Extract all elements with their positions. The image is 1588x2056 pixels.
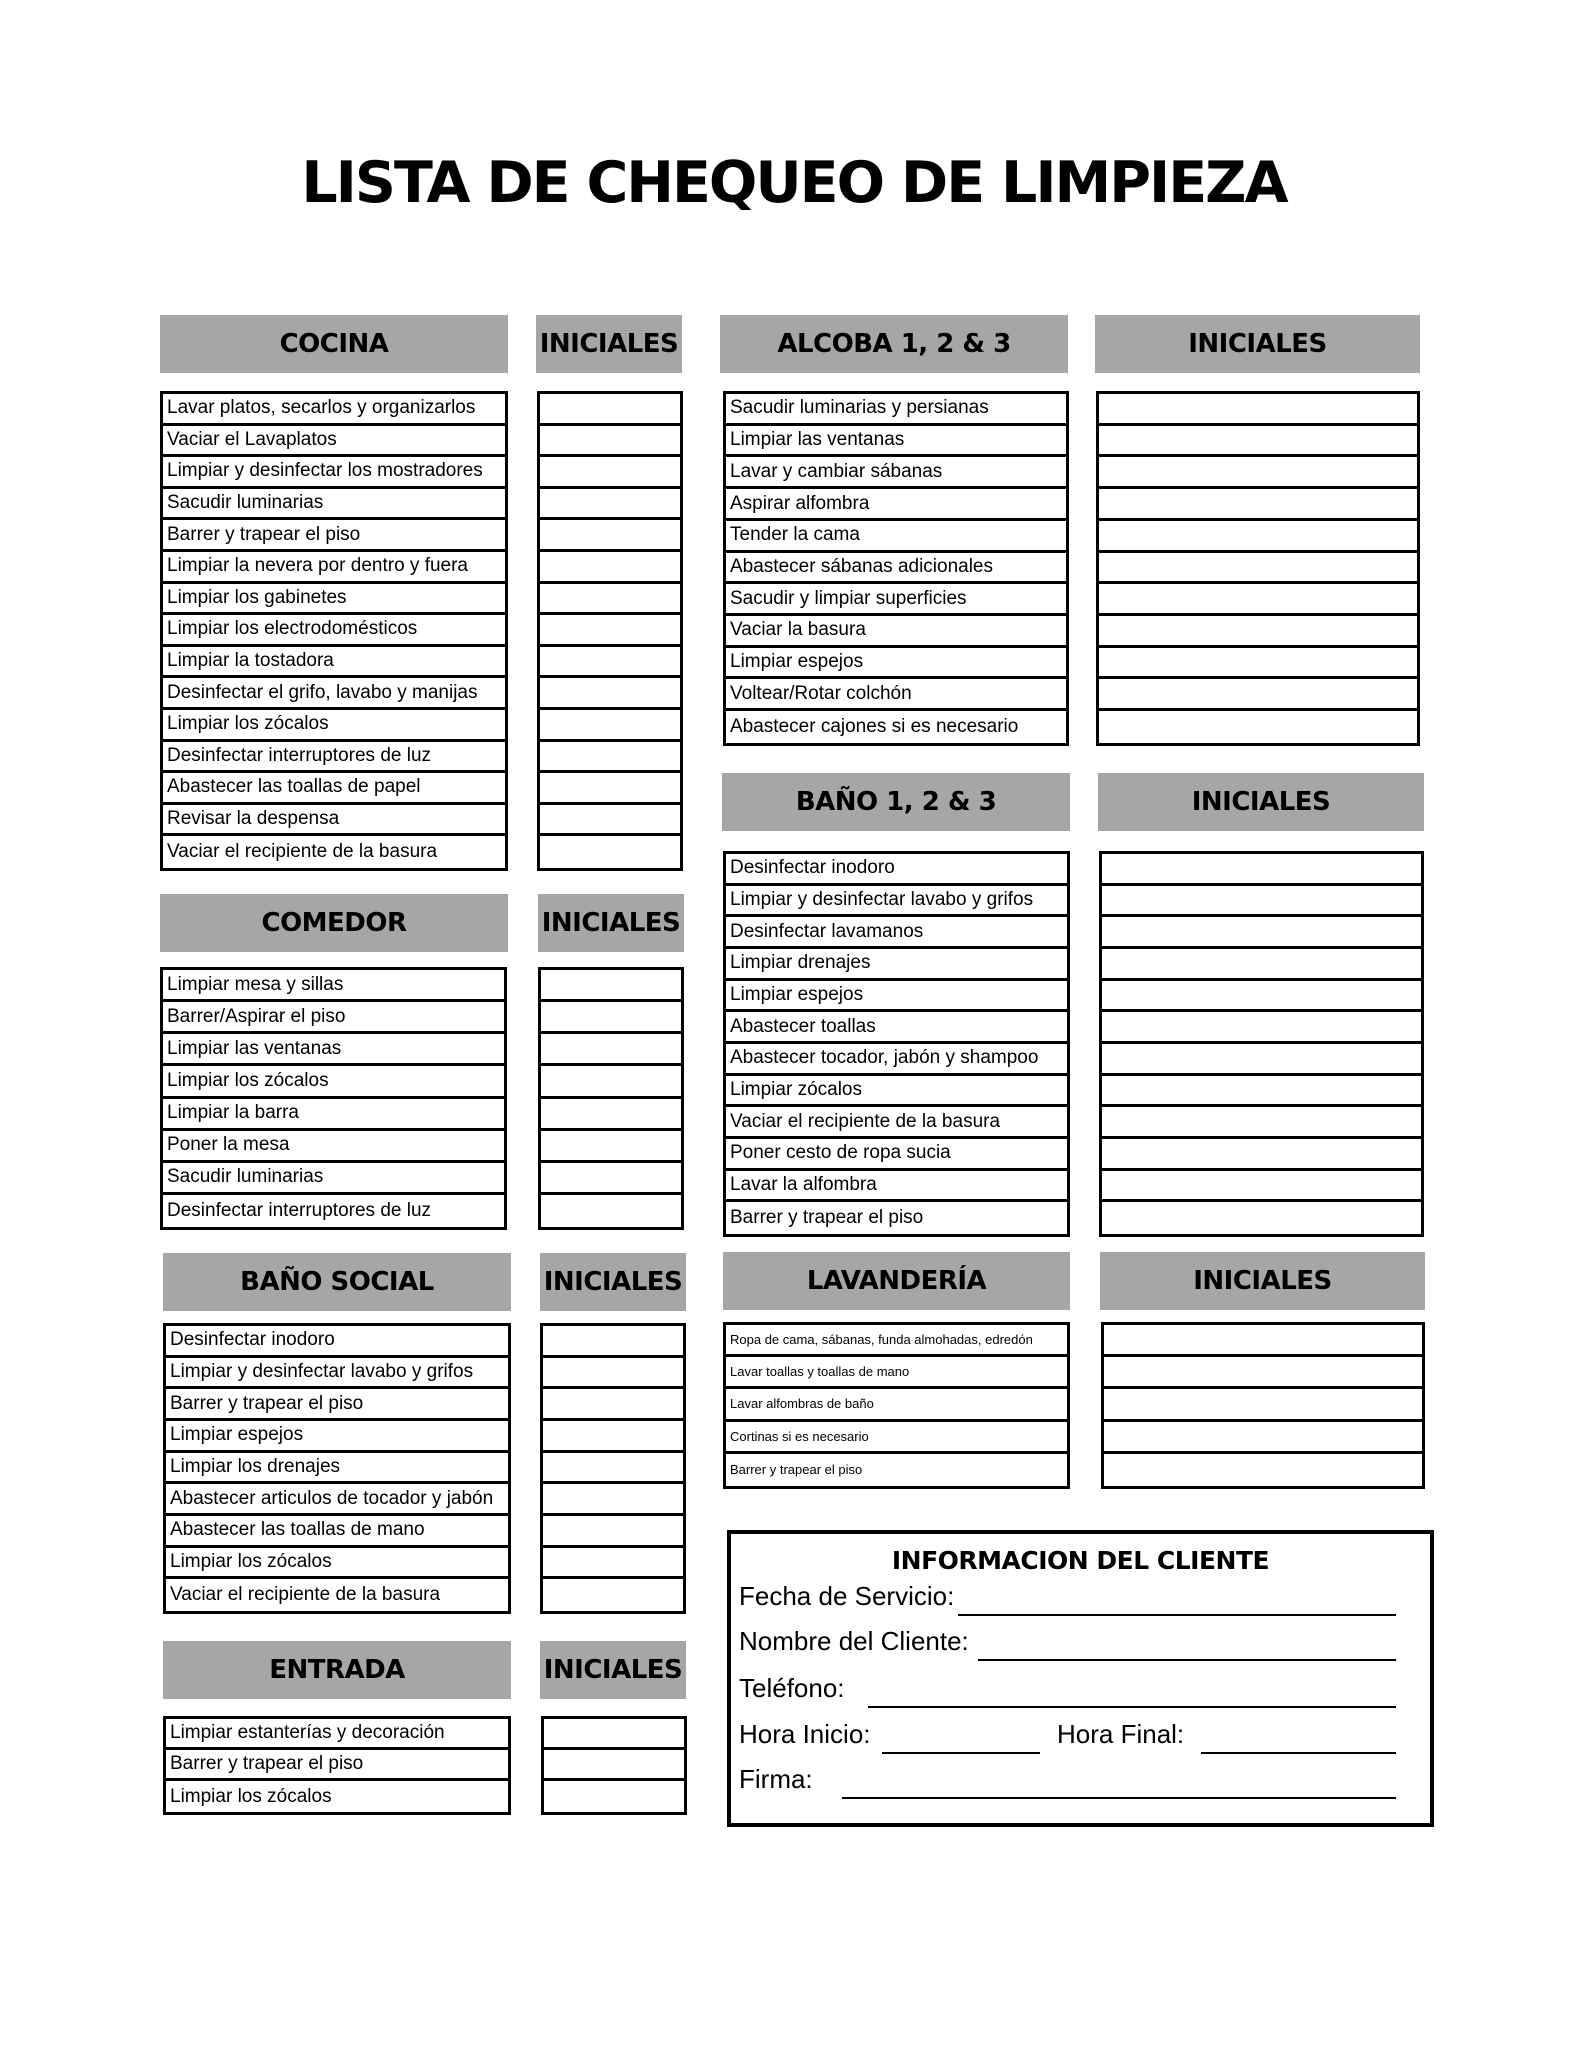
section-header-bano: BAÑO 1, 2 & 3 — [722, 773, 1070, 831]
initials-box[interactable] — [1104, 1389, 1422, 1421]
initials-box[interactable] — [540, 584, 680, 616]
section-header-comedor: COMEDOR — [160, 894, 508, 952]
hora-final-label: Hora Final: — [1057, 1719, 1185, 1749]
checklist-item: Limpiar espejos — [726, 981, 1067, 1013]
checklist-item: Poner la mesa — [163, 1131, 504, 1163]
checklist-item: Desinfectar inodoro — [726, 854, 1067, 886]
initials-box[interactable] — [1102, 1139, 1421, 1171]
checklist-item: Limpiar espejos — [726, 648, 1066, 680]
initials-header-bano: INICIALES — [1098, 773, 1424, 831]
checklist-item: Limpiar las ventanas — [163, 1034, 504, 1066]
initials-box[interactable] — [1102, 981, 1421, 1013]
initials-box[interactable] — [1104, 1357, 1422, 1389]
checklist-item: Abastecer toallas — [726, 1012, 1067, 1044]
initials-box[interactable] — [1099, 584, 1417, 616]
initials-column-bano-social — [540, 1323, 686, 1614]
initials-box[interactable] — [540, 710, 680, 742]
initials-box[interactable] — [1104, 1422, 1422, 1454]
initials-header-alcoba: INICIALES — [1095, 315, 1420, 373]
checklist-item: Vaciar el recipiente de la basura — [726, 1107, 1067, 1139]
checklist-alcoba — [723, 391, 1069, 746]
initials-box[interactable] — [1099, 457, 1417, 489]
checklist-item: Limpiar los drenajes — [166, 1453, 508, 1485]
initials-box[interactable] — [1099, 616, 1417, 648]
checklist-item: Desinfectar el grifo, lavabo y manijas — [163, 678, 505, 710]
initials-box[interactable] — [544, 1750, 684, 1781]
initials-box[interactable] — [540, 615, 680, 647]
nombre-field[interactable] — [978, 1659, 1396, 1661]
checklist-item: Limpiar estanterías y decoración — [166, 1719, 508, 1750]
initials-column-cocina — [537, 391, 683, 871]
checklist-item: Vaciar el recipiente de la basura — [167, 841, 438, 863]
checklist-item: Desinfectar lavamanos — [726, 917, 1067, 949]
initials-box[interactable] — [540, 489, 680, 521]
checklist-cocina — [160, 391, 508, 871]
checklist-item: Limpiar los zócalos — [163, 710, 505, 742]
checklist-item: Abastecer las toallas de mano — [166, 1516, 508, 1548]
hora-final-field[interactable] — [1201, 1752, 1396, 1754]
checklist-comedor — [160, 967, 507, 1230]
initials-column-comedor — [538, 967, 684, 1230]
initials-box[interactable] — [1099, 394, 1417, 426]
initials-header-entrada: INICIALES — [540, 1641, 686, 1699]
initials-box[interactable] — [543, 1453, 683, 1485]
initials-box[interactable] — [1102, 1171, 1421, 1203]
initials-box[interactable] — [540, 426, 680, 458]
initials-column-entrada — [541, 1716, 687, 1815]
checklist-item: Lavar la alfombra — [726, 1171, 1067, 1203]
checklist-item: Limpiar y desinfectar los mostradores — [163, 457, 505, 489]
initials-box[interactable] — [541, 1163, 681, 1195]
initials-box[interactable] — [543, 1421, 683, 1453]
nombre-label: Nombre del Cliente: — [739, 1626, 969, 1656]
initials-box[interactable] — [1099, 489, 1417, 521]
checklist-item: Barrer y trapear el piso — [166, 1750, 508, 1781]
initials-box[interactable] — [1102, 1044, 1421, 1076]
checklist-item: Limpiar espejos — [166, 1421, 508, 1453]
checklist-item: Limpiar los gabinetes — [163, 584, 505, 616]
initials-box[interactable] — [1102, 1107, 1421, 1139]
initials-column-alcoba — [1096, 391, 1420, 746]
checklist-item: Abastecer las toallas de papel — [163, 773, 505, 805]
initials-box[interactable] — [543, 1326, 683, 1358]
checklist-item: Limpiar la barra — [163, 1099, 504, 1131]
checklist-item: Vaciar el Lavaplatos — [163, 426, 505, 458]
initials-box[interactable] — [1102, 1202, 1421, 1234]
checklist-item: Revisar la despensa — [163, 805, 505, 837]
fecha-label: Fecha de Servicio: — [739, 1581, 955, 1611]
checklist-item: Sacudir luminarias — [163, 1163, 504, 1195]
hora-inicio-label: Hora Inicio: — [739, 1719, 871, 1749]
checklist-item: Limpiar zócalos — [726, 1076, 1067, 1108]
initials-box[interactable] — [1102, 854, 1421, 886]
checklist-item: Aspirar alfombra — [726, 489, 1066, 521]
checklist-bano — [723, 851, 1070, 1237]
initials-box[interactable] — [540, 836, 680, 868]
checklist-item: Limpiar los zócalos — [166, 1548, 508, 1580]
initials-header-bano-social: INICIALES — [540, 1253, 686, 1311]
initials-box[interactable] — [540, 457, 680, 489]
checklist-bano-social — [163, 1323, 511, 1614]
initials-box[interactable] — [543, 1358, 683, 1390]
checklist-item: Limpiar la nevera por dentro y fuera — [163, 552, 505, 584]
checklist-item: Barrer y trapear el piso — [730, 1207, 924, 1229]
checklist-item: Barrer/Aspirar el piso — [163, 1002, 504, 1034]
checklist-item: Tender la cama — [726, 521, 1066, 553]
initials-box[interactable] — [541, 970, 681, 1002]
initials-header-lavanderia: INICIALES — [1100, 1252, 1425, 1310]
checklist-item: Limpiar la tostadora — [163, 647, 505, 679]
checklist-item: Lavar alfombras de baño — [726, 1389, 1067, 1421]
checklist-item: Desinfectar inodoro — [166, 1326, 508, 1358]
initials-box[interactable] — [541, 1034, 681, 1066]
checklist-item: Vaciar la basura — [726, 616, 1066, 648]
hora-inicio-field[interactable] — [882, 1752, 1040, 1754]
initials-box[interactable] — [543, 1548, 683, 1580]
initials-box[interactable] — [543, 1579, 683, 1611]
initials-box[interactable] — [544, 1781, 684, 1812]
initials-box[interactable] — [540, 773, 680, 805]
checklist-item: Lavar platos, secarlos y organizarlos — [163, 394, 505, 426]
checklist-item: Barrer y trapear el piso — [166, 1389, 508, 1421]
initials-box[interactable] — [543, 1516, 683, 1548]
initials-box[interactable] — [1099, 711, 1417, 743]
checklist-item: Limpiar drenajes — [726, 949, 1067, 981]
checklist-item: Barrer y trapear el piso — [163, 520, 505, 552]
initials-box[interactable] — [1102, 949, 1421, 981]
initials-box[interactable] — [540, 520, 680, 552]
initials-box[interactable] — [543, 1389, 683, 1421]
initials-box[interactable] — [540, 805, 680, 837]
initials-box[interactable] — [540, 647, 680, 679]
checklist-item: Desinfectar interruptores de luz — [163, 742, 505, 774]
initials-box[interactable] — [544, 1719, 684, 1750]
checklist-item: Cortinas si es necesario — [726, 1422, 1067, 1454]
section-header-cocina: COCINA — [160, 315, 508, 373]
firma-field[interactable] — [842, 1797, 1396, 1799]
initials-box[interactable] — [1102, 886, 1421, 918]
initials-column-lavanderia — [1101, 1322, 1425, 1489]
checklist-item: Barrer y trapear el piso — [730, 1462, 863, 1478]
checklist-item: Abastecer articulos de tocador y jabón — [166, 1484, 508, 1516]
checklist-item: Limpiar y desinfectar lavabo y grifos — [726, 886, 1067, 918]
checklist-item: Sacudir y limpiar superficies — [726, 584, 1066, 616]
initials-column-bano — [1099, 851, 1424, 1237]
checklist-item: Poner cesto de ropa sucia — [726, 1139, 1067, 1171]
initials-box[interactable] — [1102, 1012, 1421, 1044]
initials-header-comedor: INICIALES — [538, 894, 684, 952]
initials-box[interactable] — [1104, 1454, 1422, 1486]
section-header-bano-social: BAÑO SOCIAL — [163, 1253, 511, 1311]
checklist-item: Sacudir luminarias y persianas — [726, 394, 1066, 426]
initials-box[interactable] — [541, 1066, 681, 1098]
checklist-item: Desinfectar interruptores de luz — [167, 1199, 432, 1221]
telefono-field[interactable] — [868, 1706, 1396, 1708]
checklist-item: Abastecer cajones si es necesario — [730, 716, 1019, 738]
checklist-item: Sacudir luminarias — [163, 489, 505, 521]
section-header-lavanderia: LAVANDERÍA — [723, 1252, 1070, 1310]
initials-box[interactable] — [541, 1099, 681, 1131]
checklist-item: Limpiar mesa y sillas — [163, 970, 504, 1002]
initials-header-cocina: INICIALES — [536, 315, 682, 373]
page-title: LISTA DE CHEQUEO DE LIMPIEZA — [301, 150, 1287, 216]
section-header-alcoba: ALCOBA 1, 2 & 3 — [720, 315, 1068, 373]
initials-box[interactable] — [1102, 1076, 1421, 1108]
checklist-item: Abastecer sábanas adicionales — [726, 553, 1066, 585]
telefono-label: Teléfono: — [739, 1673, 845, 1703]
checklist-item: Limpiar los zócalos — [170, 1785, 332, 1807]
checklist-item: Ropa de cama, sábanas, funda almohadas, edredón — [726, 1325, 1067, 1357]
checklist-item: Limpiar las ventanas — [726, 426, 1066, 458]
initials-box[interactable] — [541, 1195, 681, 1227]
initials-box[interactable] — [1099, 426, 1417, 458]
checklist-item: Lavar toallas y toallas de mano — [726, 1357, 1067, 1389]
checklist-item: Vaciar el recipiente de la basura — [170, 1584, 441, 1606]
checklist-item: Limpiar los zócalos — [163, 1066, 504, 1098]
checklist-item: Lavar y cambiar sábanas — [726, 457, 1066, 489]
checklist-item: Limpiar y desinfectar lavabo y grifos — [166, 1358, 508, 1390]
client-info-title: INFORMACION DEL CLIENTE — [891, 1546, 1270, 1575]
initials-box[interactable] — [1099, 679, 1417, 711]
initials-box[interactable] — [1099, 648, 1417, 680]
initials-box[interactable] — [543, 1484, 683, 1516]
initials-box[interactable] — [540, 742, 680, 774]
section-header-entrada: ENTRADA — [163, 1641, 511, 1699]
initials-box[interactable] — [540, 552, 680, 584]
checklist-item: Abastecer tocador, jabón y shampoo — [726, 1044, 1067, 1076]
checklist-entrada — [163, 1716, 511, 1815]
initials-box[interactable] — [541, 1131, 681, 1163]
initials-box[interactable] — [1102, 917, 1421, 949]
initials-box[interactable] — [540, 678, 680, 710]
initials-box[interactable] — [1099, 553, 1417, 585]
checklist-item: Voltear/Rotar colchón — [726, 679, 1066, 711]
initials-box[interactable] — [540, 394, 680, 426]
firma-label: Firma: — [739, 1764, 813, 1794]
initials-box[interactable] — [1099, 521, 1417, 553]
checklist-lavanderia — [723, 1322, 1070, 1489]
initials-box[interactable] — [541, 1002, 681, 1034]
checklist-item: Limpiar los electrodomésticos — [163, 615, 505, 647]
fecha-field[interactable] — [958, 1614, 1396, 1616]
client-info-box — [727, 1530, 1434, 1827]
initials-box[interactable] — [1104, 1325, 1422, 1357]
